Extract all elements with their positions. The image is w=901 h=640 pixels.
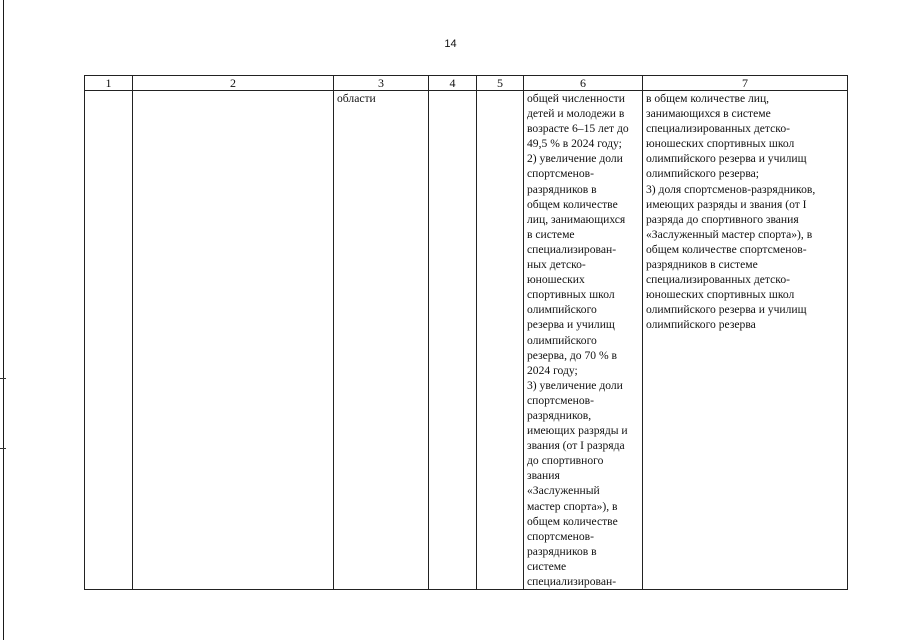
cell-col3 xyxy=(334,91,429,590)
cell-col7-text: в общем количестве лиц, занимающихся в системе специализированных детско- юношеских спортивных школ олимпийского резерва и училищ олимпийского резерва; 3) доля спортсменов-разрядников, имеющих разряды и звания (от I разряда до спортивного звания «Заслуженный мастер спорта»), в общем количестве спортсменов- разрядников в системе специализированных детско- юношеских спортивных школ олимпийского резерва и училищ олимпийского резерва xyxy=(646,92,816,332)
cell-col6 xyxy=(524,91,643,590)
cell-col7 xyxy=(643,91,848,590)
scan-mark xyxy=(0,378,6,379)
scan-mark xyxy=(0,448,6,449)
column-header-6: 6 xyxy=(524,76,643,91)
cell-col3-text: области xyxy=(337,92,376,105)
column-header-5: 5 xyxy=(477,76,524,91)
document-table xyxy=(84,75,848,590)
cell-col6-text: общей численности детей и молодежи в возрасте 6–15 лет до 49,5 % в 2024 году; 2) увеличение доли спортсменов- разрядников в общем количестве лиц, занимающихся в системе специализирован- ных детско- юношеских спортивных школ олимпийского резерва и училищ олимпийского резерва, до 70 % в 2024 году; 3) увеличение доли спортсменов- разрядников, имеющих разряды и звания (от I разряда до спортивного звания «Заслуженный мастер спорта»), в общем количестве спортсменов- разрядников в системе специализирован- xyxy=(527,92,629,588)
page-number: 14 xyxy=(444,38,457,50)
cell-col2 xyxy=(133,91,334,590)
column-header-1: 1 xyxy=(85,76,133,91)
column-header-7: 7 xyxy=(643,76,848,91)
cell-col5 xyxy=(477,91,524,590)
column-header-2: 2 xyxy=(133,76,334,91)
table-row xyxy=(85,91,848,590)
cell-col1 xyxy=(85,91,133,590)
column-header-3: 3 xyxy=(334,76,429,91)
table-header-row xyxy=(85,76,848,91)
column-header-4: 4 xyxy=(429,76,477,91)
left-page-edge-line xyxy=(3,0,4,640)
cell-col4 xyxy=(429,91,477,590)
